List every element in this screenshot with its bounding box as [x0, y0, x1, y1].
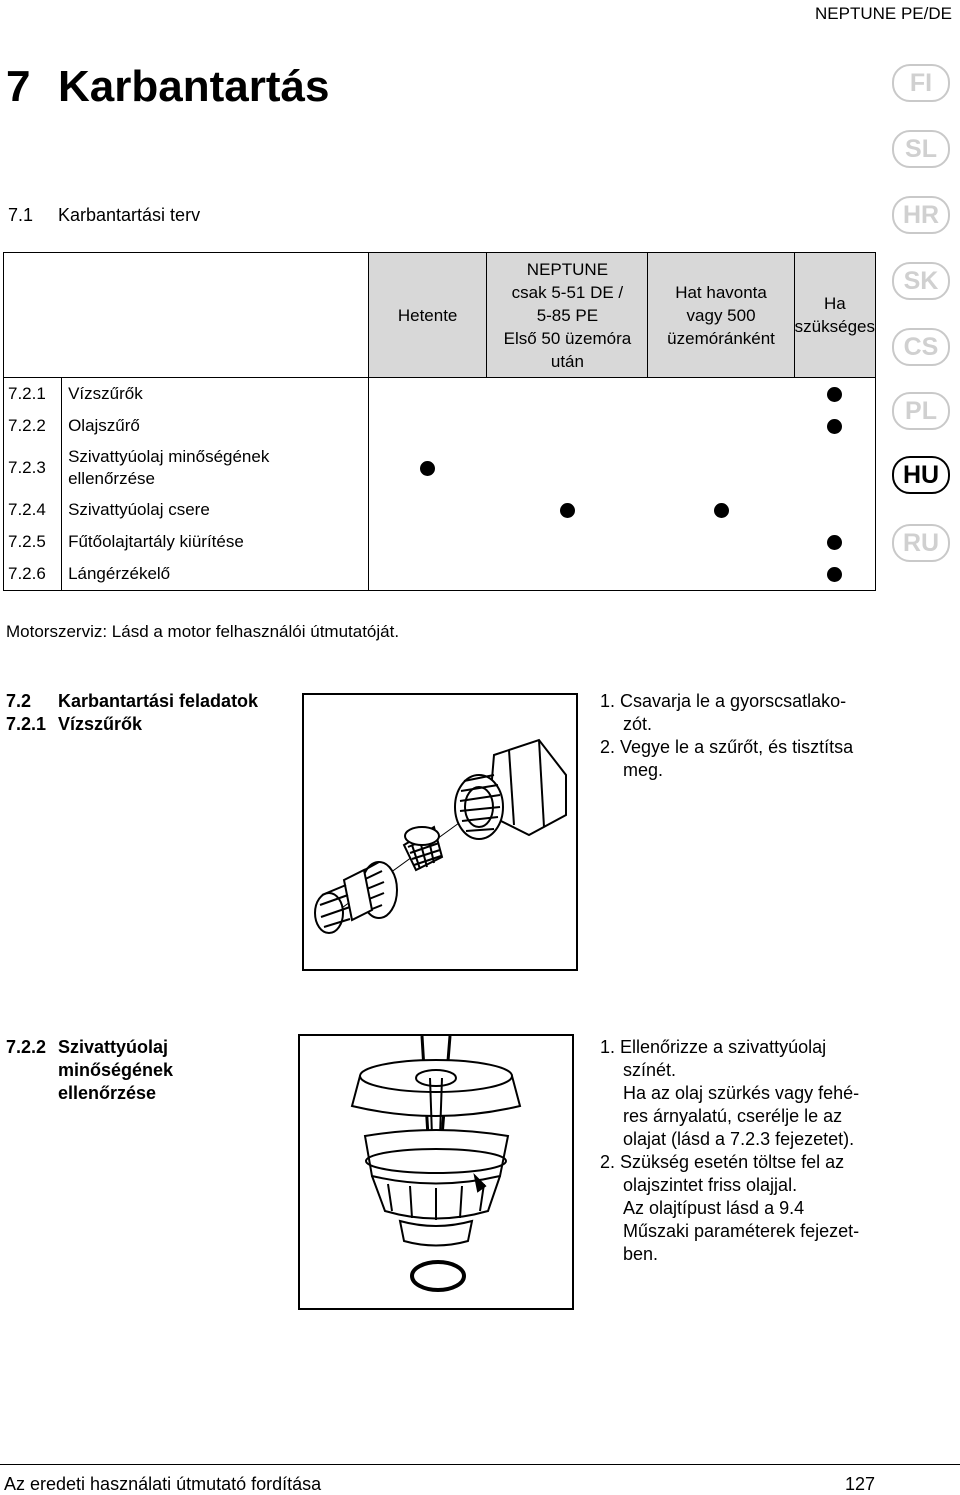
- chapter-number: 7: [6, 62, 31, 111]
- section-title: Karbantartási terv: [58, 205, 201, 225]
- step-7-2-1-line-1: 1. Csavarja le a gyorscsatlako-: [600, 691, 847, 711]
- schedule-cell: [648, 442, 794, 494]
- section-7-2-title: Karbantartási feladatok: [58, 691, 259, 711]
- schedule-dot-icon: [827, 567, 842, 582]
- water-filter-figure: [302, 693, 578, 971]
- section-number: 7.1: [8, 205, 34, 225]
- schedule-dot-icon: [827, 419, 842, 434]
- step-7-2-2-line-8: Az olajtípust lásd a 9.4: [623, 1198, 805, 1218]
- lang-tab-hu: HU: [892, 456, 950, 494]
- step-7-2-2-line-3: Ha az olaj szürkés vagy fehé-: [623, 1083, 860, 1103]
- lang-tab-cs: CS: [892, 328, 950, 366]
- row-number: 7.2.4: [4, 494, 62, 526]
- row-number: 7.2.5: [4, 526, 62, 558]
- water-filter-illustration: [304, 695, 576, 969]
- schedule-cell: [368, 378, 487, 411]
- schedule-cell: [794, 442, 875, 494]
- schedule-cell: [794, 494, 875, 526]
- step-7-2-2-line-5: olajat (lásd a 7.2.3 fejezetet).: [623, 1129, 855, 1149]
- table-row: [4, 558, 876, 591]
- section-7-2-2-title-line-2: minőségének: [58, 1060, 174, 1080]
- section-7-2-number: 7.2: [6, 691, 32, 711]
- schedule-cell: [368, 410, 487, 442]
- schedule-cell: [487, 378, 648, 411]
- row-task-name: Olajszűrő: [62, 410, 369, 442]
- footer-divider: [0, 1464, 960, 1465]
- table-row: [4, 410, 876, 442]
- lang-tab-hr: HR: [892, 196, 950, 234]
- table-row: [4, 442, 876, 494]
- schedule-cell: [487, 558, 648, 591]
- lang-tab-fi: FI: [892, 64, 950, 102]
- row-number: 7.2.3: [4, 442, 62, 494]
- schedule-cell: [368, 442, 487, 494]
- row-number: 7.2.6: [4, 558, 62, 591]
- step-7-2-2-line-6: 2. Szükség esetén töltse fel az: [600, 1152, 845, 1172]
- step-7-2-1-line-2: zót.: [623, 714, 653, 734]
- header-as-needed: Ha szükséges: [794, 253, 875, 378]
- maintenance-plan-table: [3, 252, 876, 591]
- step-7-2-2-line-10: ben.: [623, 1244, 659, 1264]
- header-halfyear: Hat havonta vagy 500 üzemóránként: [648, 253, 794, 378]
- section-7-2-1-title: Vízszűrők: [58, 714, 143, 734]
- table-row: [4, 526, 876, 558]
- row-task-name: Vízszűrők: [62, 378, 369, 411]
- schedule-cell: [648, 526, 794, 558]
- lang-tab-ru: RU: [892, 524, 950, 562]
- schedule-cell: [487, 494, 648, 526]
- schedule-cell: [794, 410, 875, 442]
- schedule-cell: [794, 558, 875, 591]
- step-7-2-1-line-3: 2. Vegye le a szűrőt, és tisztítsa: [600, 737, 854, 757]
- schedule-dot-icon: [420, 461, 435, 476]
- schedule-dot-icon: [827, 535, 842, 550]
- row-task-name: Szivattyúolaj minőségének ellenőrzése: [62, 442, 369, 494]
- row-task-name: Lángérzékelő: [62, 558, 369, 591]
- schedule-cell: [487, 410, 648, 442]
- lang-tab-sk: SK: [892, 262, 950, 300]
- schedule-dot-icon: [714, 503, 729, 518]
- lang-tab-pl: PL: [892, 392, 950, 430]
- schedule-cell: [487, 442, 648, 494]
- step-7-2-2-line-7: olajszintet friss olajjal.: [623, 1175, 798, 1195]
- header-weekly: Hetente: [368, 253, 487, 378]
- schedule-cell: [368, 526, 487, 558]
- row-task-name: Fűtőolajtartály kiürítése: [62, 526, 369, 558]
- step-7-2-2-line-4: res árnyalatú, cserélje le az: [623, 1106, 843, 1126]
- schedule-cell: [368, 494, 487, 526]
- schedule-dot-icon: [827, 387, 842, 402]
- table-row: [4, 378, 876, 411]
- lang-tab-sl: SL: [892, 130, 950, 168]
- section-7-2-2-number: 7.2.2: [6, 1037, 47, 1057]
- row-number: 7.2.1: [4, 378, 62, 411]
- schedule-cell: [648, 558, 794, 591]
- page-number: 127: [845, 1474, 876, 1494]
- table-row: [4, 494, 876, 526]
- schedule-cell: [794, 526, 875, 558]
- step-7-2-2-line-2: színét.: [623, 1060, 677, 1080]
- schedule-cell: [487, 526, 648, 558]
- chapter-title: Karbantartás: [58, 62, 330, 111]
- section-7-2-2-title-line-3: ellenőrzése: [58, 1083, 157, 1103]
- section-7-2-2-title-line-1: Szivattyúolaj: [58, 1037, 169, 1057]
- header-neptune: NEPTUNE csak 5-51 DE / 5-85 PE Első 50 üzemóra után: [487, 253, 648, 378]
- schedule-dot-icon: [560, 503, 575, 518]
- oil-pump-illustration: [300, 1036, 572, 1308]
- step-7-2-1-line-4: meg.: [623, 760, 664, 780]
- section-7-2-1-number: 7.2.1: [6, 714, 47, 734]
- footer-text: Az eredeti használati útmutató fordítása: [4, 1474, 322, 1494]
- engine-service-note: Motorszerviz: Lásd a motor felhasználói útmutatóját.: [6, 622, 400, 641]
- schedule-cell: [648, 494, 794, 526]
- step-7-2-2-line-1: 1. Ellenőrizze a szivattyúolaj: [600, 1037, 827, 1057]
- schedule-cell: [368, 558, 487, 591]
- product-name: NEPTUNE PE/DE: [815, 4, 952, 23]
- schedule-cell: [794, 378, 875, 411]
- schedule-cell: [648, 378, 794, 411]
- schedule-cell: [648, 410, 794, 442]
- table-corner: [4, 253, 369, 378]
- oil-check-figure: [298, 1034, 574, 1310]
- step-7-2-2-line-9: Műszaki paraméterek fejezet-: [623, 1221, 860, 1241]
- row-task-name: Szivattyúolaj csere: [62, 494, 369, 526]
- row-number: 7.2.2: [4, 410, 62, 442]
